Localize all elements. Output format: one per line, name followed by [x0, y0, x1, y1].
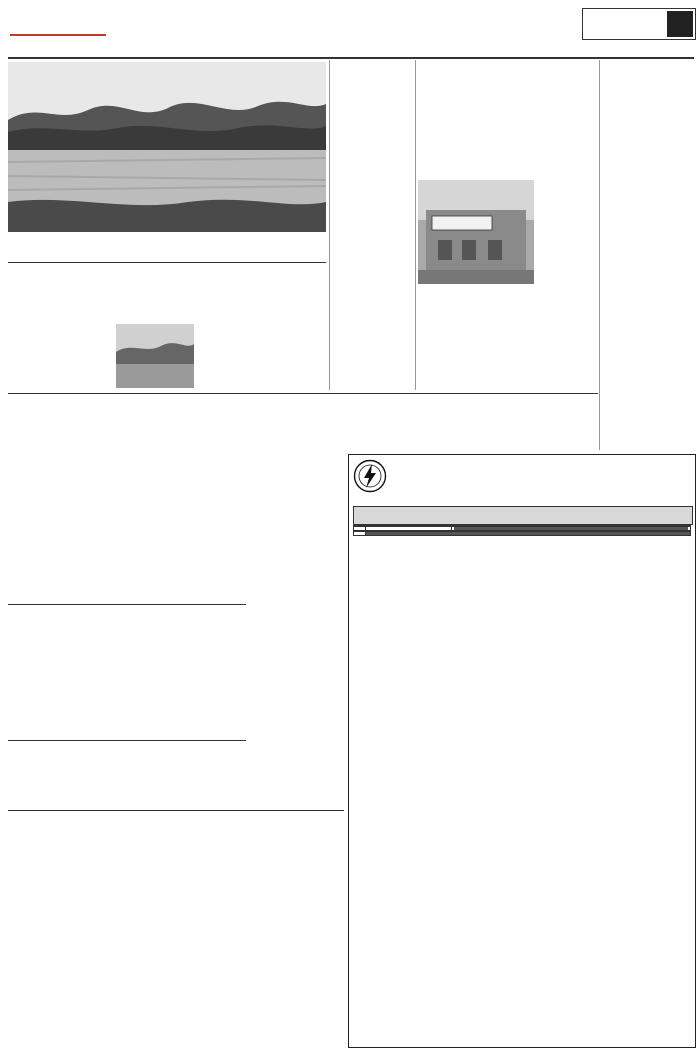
thana-body [248, 618, 344, 808]
medical-body-side [538, 180, 596, 284]
rule-movement [8, 604, 246, 605]
kajal-rule [8, 262, 326, 263]
rule-brother [8, 740, 246, 741]
tender-table [353, 525, 691, 536]
manpower-total [454, 529, 687, 530]
kajal-body-col2 [116, 266, 218, 322]
brother-body-a [8, 756, 124, 808]
kajal-body-col1 [8, 274, 112, 390]
row-number [354, 532, 366, 536]
kajal-headline[interactable] [8, 234, 326, 260]
kajal-body-col3 [222, 266, 326, 322]
divider-gopalganj [599, 60, 600, 450]
kajal-place-photo [116, 324, 194, 388]
july-charter-body-b [86, 422, 160, 602]
brother-body-b [128, 756, 240, 808]
lake-photo [8, 62, 326, 232]
newspaper-logo[interactable] [10, 12, 106, 36]
medical-body-bottom [418, 288, 596, 390]
deprived-body [244, 410, 344, 602]
rule-police [8, 810, 344, 811]
package-location [506, 534, 569, 535]
gopalganj-headline[interactable] [602, 62, 694, 102]
bpdb-logo [353, 459, 387, 493]
tender-title [353, 506, 693, 525]
upper-lower-rule [8, 393, 598, 394]
medical-body-top [418, 116, 596, 176]
climate-body [332, 112, 412, 390]
tender-package-header [354, 532, 691, 536]
top-brief-text [228, 10, 568, 48]
movement-body-b [86, 618, 160, 738]
package-time [634, 534, 689, 535]
masthead [8, 6, 694, 56]
masthead-rule [8, 57, 694, 59]
july-charter-body-a [8, 422, 82, 602]
tender-ad [348, 454, 696, 1048]
hospital-photo [418, 180, 534, 284]
kajal-body-col4 [256, 326, 326, 390]
climate-headline[interactable] [332, 62, 412, 102]
gopalganj-body [602, 112, 694, 450]
section-box [582, 8, 696, 40]
package-security [569, 534, 634, 535]
package-ident [393, 534, 506, 535]
july-charter-body-c [164, 422, 240, 602]
divider-medical [415, 60, 416, 390]
teaser-headline[interactable] [124, 14, 214, 40]
police-body-b [122, 826, 232, 1044]
movement-body-a [8, 618, 82, 738]
divider-climate [329, 60, 330, 390]
tender-table-wrap [353, 525, 691, 536]
page-number [667, 11, 693, 37]
movement-body-c [164, 618, 240, 738]
medical-headline[interactable] [418, 62, 596, 106]
package-no [366, 534, 393, 535]
police-body-a [8, 826, 118, 1044]
police-body-c [236, 826, 344, 1044]
